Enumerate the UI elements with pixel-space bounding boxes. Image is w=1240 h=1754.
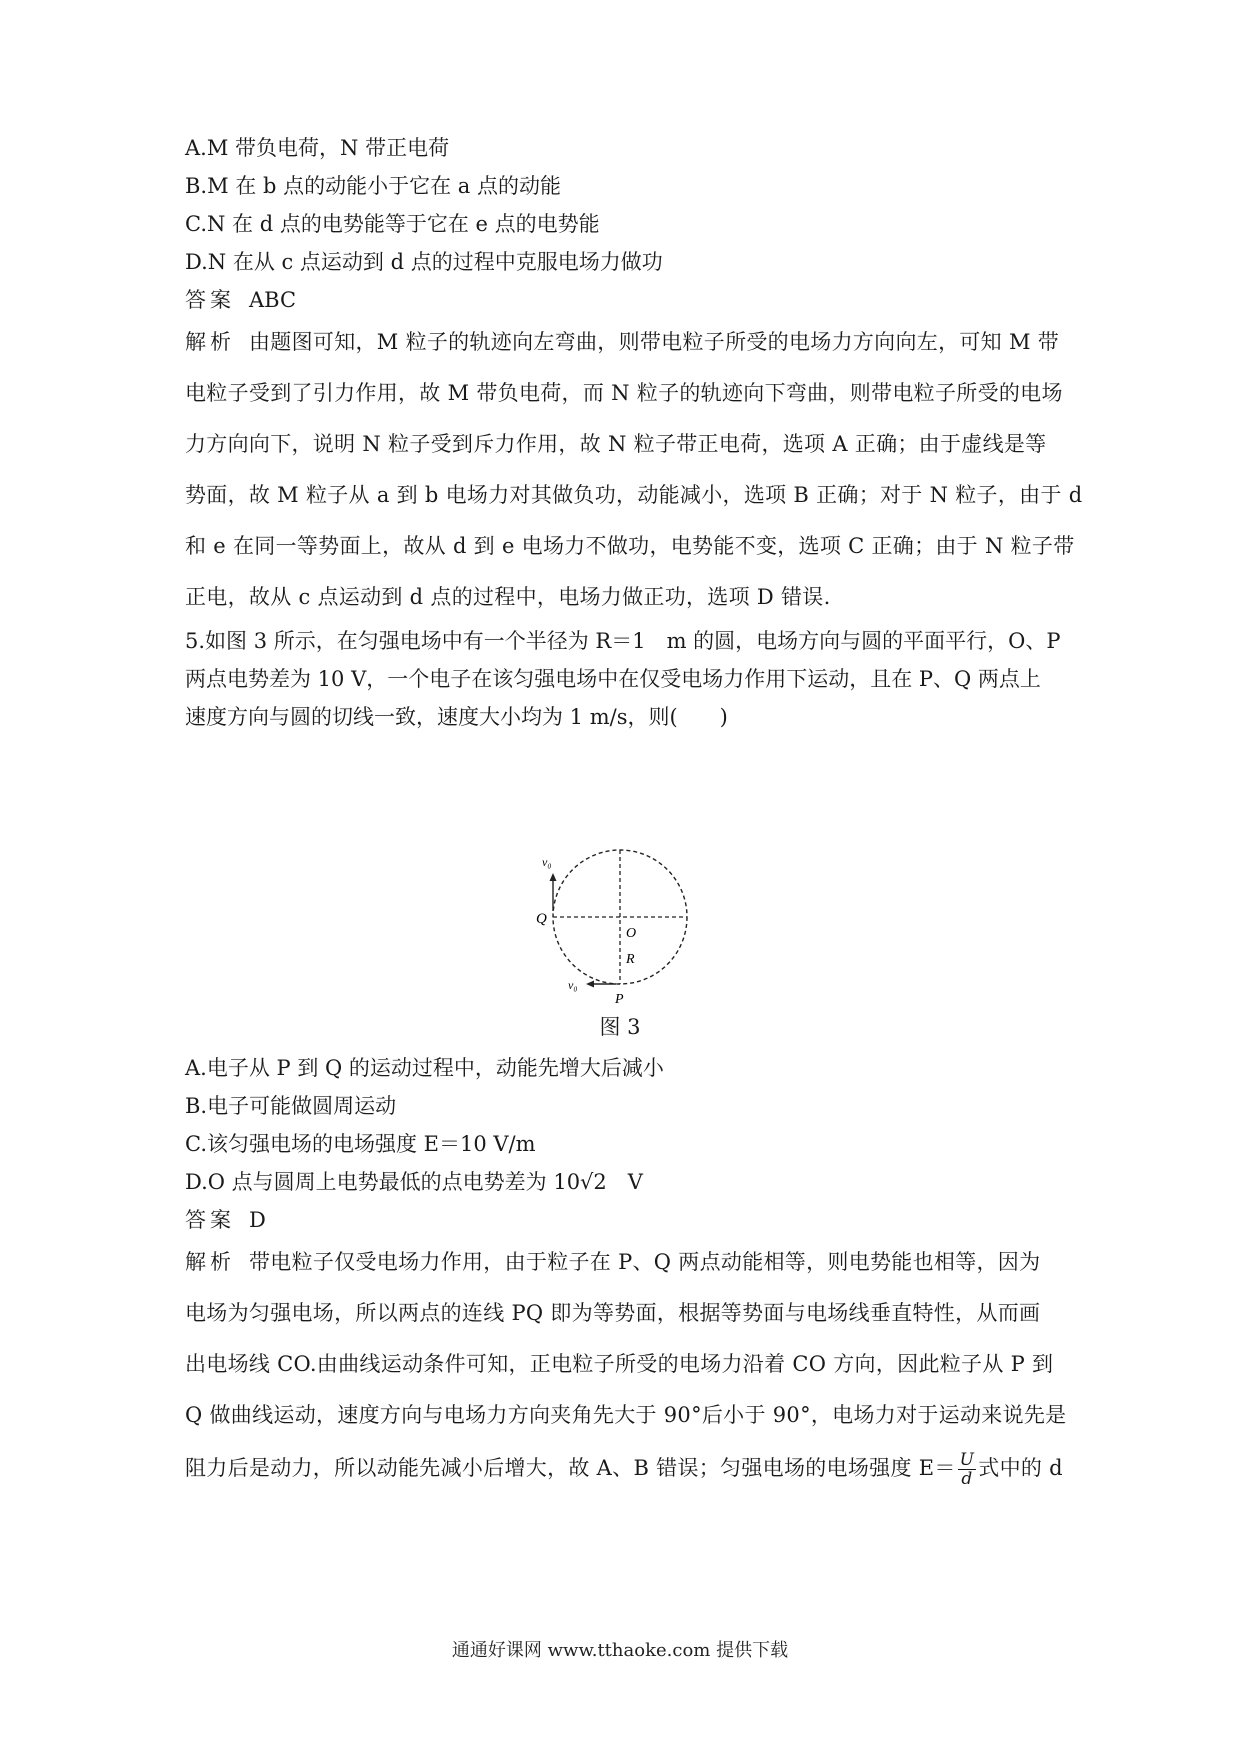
q5-stem-line-3: 速度方向与圆的切线一致，速度大小均为 1 m/s，则( )	[185, 705, 728, 729]
q5-analysis-line-2: 电场为匀强电场，所以两点的连线 PQ 即为等势面，根据等势面与电场线垂直特性，从而画	[185, 1301, 1041, 1325]
q5-answer	[185, 1205, 266, 1235]
label-q: Q	[536, 911, 547, 927]
q4-analysis-label: 解析	[185, 330, 235, 354]
q4-analysis-line-6: 正电，故从 c 点运动到 d 点的过程中，电场力做正功，选项 D 错误.	[185, 585, 831, 609]
q4-option-a: A.M 带负电荷，N 带正电荷	[185, 136, 450, 160]
page-footer: 通通好课网 www.tthaoke.com 提供下载	[451, 1640, 789, 1661]
q5-analysis-label: 解析	[185, 1250, 235, 1274]
label-o: O	[626, 926, 637, 941]
formula-numerator: U	[959, 1450, 975, 1470]
arrowhead-up-icon	[550, 873, 557, 881]
q4-option-c: C.N 在 d 点的电势能等于它在 e 点的电势能	[185, 212, 600, 236]
formula-denominator: d	[961, 1469, 973, 1489]
q4-answer-label: 答案	[185, 288, 235, 312]
q4-analysis-line-3: 力方向向下，说明 N 粒子受到斥力作用，故 N 粒子带正电荷，选项 A 正确；由于虚线是等	[185, 432, 1047, 456]
q4-analysis-text-1: 由题图可知，M 粒子的轨迹向左弯曲，则带电粒子所受的电场力方向向左，可知 M 带	[249, 330, 1060, 354]
q5-option-c: C.该匀强电场的电场强度 E＝10 V/m	[185, 1132, 536, 1156]
q5-stem-line-1: 5.如图 3 所示，在匀强电场中有一个半径为 R＝1 m 的圆，电场方向与圆的平面平行，O、P	[185, 629, 1061, 653]
q5-stem-line-2: 两点电势差为 10 V，一个电子在该匀强电场中在仅受电场力作用下运动，且在 P、Q 两点上	[185, 667, 1041, 691]
q5-answer-value: D	[249, 1208, 266, 1232]
q5-analysis-line-1	[185, 1247, 1040, 1277]
q5-analysis-line-3: 出电场线 CO.由曲线运动条件可知，正电粒子所受的电场力沿着 CO 方向，因此粒子从 P 到	[185, 1352, 1054, 1376]
q5-analysis-line-4: Q 做曲线运动，速度方向与电场力方向夹角先大于 90°后小于 90°，电场力对于运动来说先是	[185, 1403, 1067, 1427]
arrowhead-left-icon	[586, 981, 594, 988]
q4-analysis-line-4: 势面，故 M 粒子从 a 到 b 电场力对其做负功，动能减小，选项 B 正确；对于 N 粒子，由于 d	[185, 483, 1083, 507]
q4-answer-value: ABC	[249, 288, 297, 312]
q5-option-d: D.O 点与圆周上电势最低的点电势差为 10√2 V	[185, 1170, 643, 1194]
q5-analysis-text-5b: 式中的 d	[978, 1456, 1063, 1480]
label-v0-top: v₀	[542, 855, 552, 869]
formula-fraction	[958, 1451, 977, 1488]
q5-answer-label: 答案	[185, 1208, 235, 1232]
q4-analysis-line-1	[185, 327, 1059, 357]
q4-analysis-line-5: 和 e 在同一等势面上，故从 d 到 e 电场力不做功，电势能不变，选项 C 正确；由于 N 粒子带	[185, 534, 1075, 558]
q4-answer	[185, 285, 296, 315]
q4-option-d: D.N 在从 c 点运动到 d 点的过程中克服电场力做功	[185, 250, 663, 274]
figure-3-circle-diagram	[520, 835, 720, 1010]
q5-analysis-line-5	[185, 1451, 1063, 1488]
q5-option-a: A.电子从 P 到 Q 的运动过程中，动能先增大后减小	[185, 1056, 664, 1080]
q5-analysis-text-5a: 阻力后是动力，所以动能先减小后增大，故 A、B 错误；匀强电场的电场强度 E＝	[185, 1456, 956, 1480]
q4-option-b: B.M 在 b 点的动能小于它在 a 点的动能	[185, 174, 561, 198]
figure-caption: 图 3	[599, 1015, 641, 1039]
q5-analysis-text-1: 带电粒子仅受电场力作用，由于粒子在 P、Q 两点动能相等，则电势能也相等，因为	[249, 1250, 1041, 1274]
q4-analysis-line-2: 电粒子受到了引力作用，故 M 带负电荷，而 N 粒子的轨迹向下弯曲，则带电粒子所受的电场	[185, 381, 1063, 405]
q5-option-b: B.电子可能做圆周运动	[185, 1094, 397, 1118]
label-v0-bottom: v₀	[568, 978, 578, 992]
label-r: R	[626, 952, 635, 967]
label-p: P	[615, 992, 624, 1007]
